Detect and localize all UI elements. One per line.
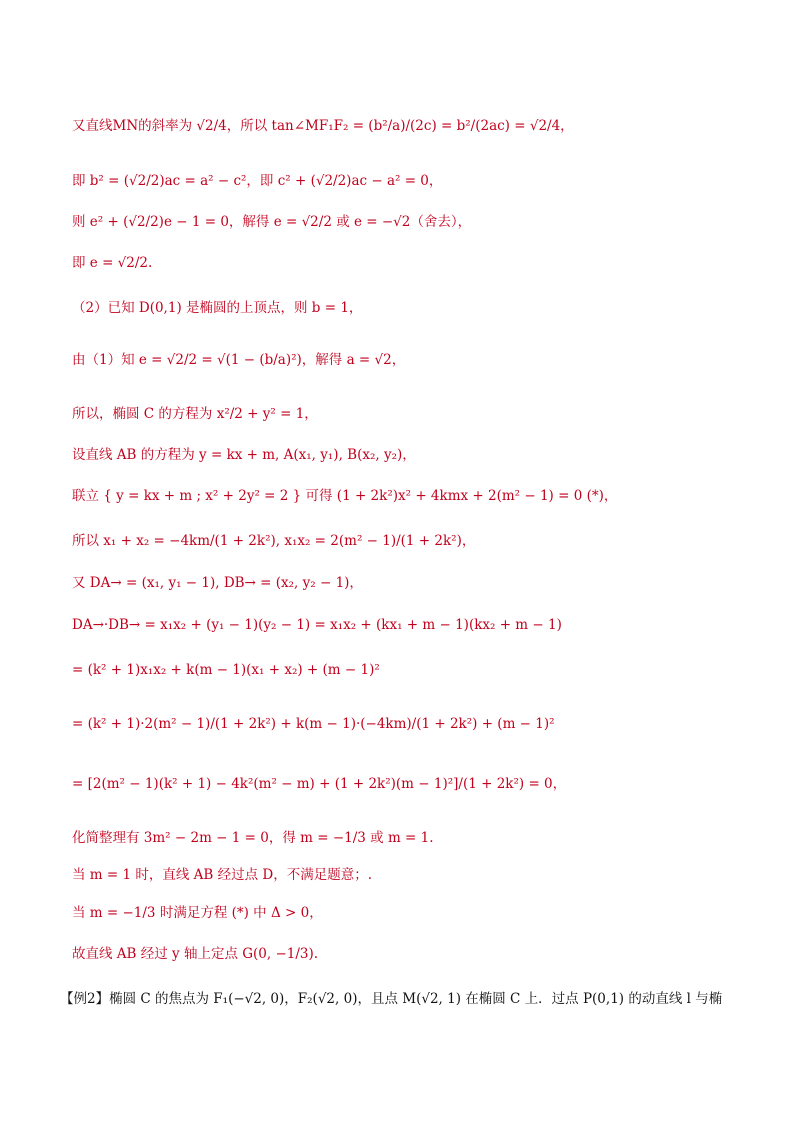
solution-line-16: 化简整理有 3m² − 2m − 1 = 0，得 m = −1/3 或 m = 1.	[72, 830, 434, 846]
solution-line-3: 则 e² + (√2/2)e − 1 = 0，解得 e = √2/2 或 e = −√2（舍去），	[72, 214, 472, 230]
solution-line-8: 设直线 AB 的方程为 y = kx + m, A(x₁, y₁), B(x₂, y₂)，	[72, 447, 416, 463]
solution-line-2: 即 b² = (√2/2)ac = a² − c²，即 c² + (√2/2)ac − a² = 0，	[72, 173, 443, 189]
solution-line-11: 又 DA→ = (x₁, y₁ − 1), DB→ = (x₂, y₂ − 1)，	[72, 575, 363, 591]
solution-line-1: 又直线MN的斜率为 √2/4，所以 tan∠MF₁F₂ = (b²/a)/(2c) = b²/(2ac) = √2/4，	[72, 118, 574, 134]
solution-line-4: 即 e = √2/2.	[72, 255, 153, 271]
solution-line-14: = (k² + 1)·2(m² − 1)/(1 + 2k²) + k(m − 1)·(−4km)/(1 + 2k²) + (m − 1)²	[72, 716, 555, 732]
solution-line-10: 所以 x₁ + x₂ = −4km/(1 + 2k²), x₁x₂ = 2(m² − 1)/(1 + 2k²)，	[72, 533, 476, 549]
solution-line-6: 由（1）知 e = √2/2 = √(1 − (b/a)²)，解得 a = √2，	[72, 352, 406, 368]
solution-line-18: 当 m = −1/3 时满足方程 (*) 中 Δ > 0，	[72, 905, 323, 921]
solution-line-13: = (k² + 1)x₁x₂ + k(m − 1)(x₁ + x₂) + (m − 1)²	[72, 662, 380, 678]
example-2-problem: 【例2】椭圆 C 的焦点为 F₁(−√2, 0)，F₂(√2, 0)，且点 M(√2, 1) 在椭圆 C 上．过点 P(0,1) 的动直线 l 与椭	[60, 991, 723, 1007]
solution-line-19: 故直线 AB 经过 y 轴上定点 G(0, −1/3).	[72, 946, 319, 962]
solution-line-5: （2）已知 D(0,1) 是椭圆的上顶点，则 b = 1，	[72, 300, 363, 316]
solution-line-17: 当 m = 1 时，直线 AB 经过点 D，不满足题意；.	[72, 867, 373, 883]
solution-line-15: = [2(m² − 1)(k² + 1) − 4k²(m² − m) + (1 + 2k²)(m − 1)²]/(1 + 2k²) = 0，	[72, 776, 567, 792]
solution-line-7: 所以，椭圆 C 的方程为 x²/2 + y² = 1，	[72, 406, 318, 422]
solution-line-9: 联立 { y = kx + m ; x² + 2y² = 2 } 可得 (1 + 2k²)x² + 4kmx + 2(m² − 1) = 0 (*)，	[72, 488, 618, 504]
solution-line-12: DA→·DB→ = x₁x₂ + (y₁ − 1)(y₂ − 1) = x₁x₂ + (kx₁ + m − 1)(kx₂ + m − 1)	[72, 617, 562, 633]
